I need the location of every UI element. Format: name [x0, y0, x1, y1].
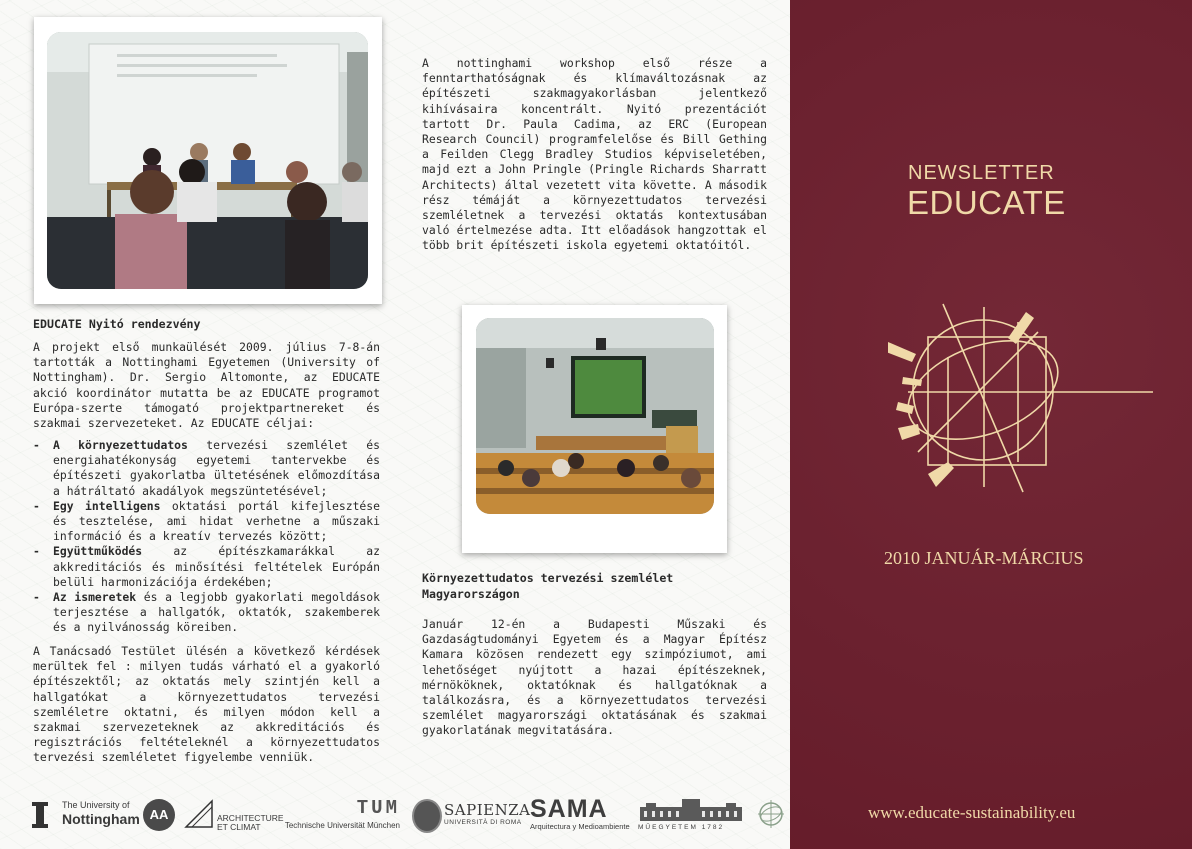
- advisory-board-paragraph: A Tanácsadó Testület ülésén a következő kérdések merültek fel : milyen tudás várható el a gyakorló építészektől; az oktatás mely szintjén kell a hallgatókat a környezettudatos tervezési szemléletre oktatni, és milyen módon kell a szakmai szervezeteknek az akkreditációs és regisztrációs feltételeknél a környezettudatos tervezési szemléletet figyelembe venniük.: [33, 644, 380, 765]
- goal-item-lead: A környezettudatos: [53, 438, 188, 452]
- sama-logo-sub: Arquitectura y Medioambiente: [530, 822, 630, 831]
- sapienza-logo-sub: UNIVERSITÀ DI ROMA: [444, 819, 522, 826]
- opening-event-paragraph: A projekt első munkaülését 2009. július 7-8-án tartották a Nottinghami Egyetemen (University of Nottingham). Dr. Sergio Altomonte, az EDUCATE akció koordinátor mutatta be az EDUCATE programot Európa-szerte támogató projektpartnereket és szakmai szervezeteket. Az EDUCATE céljai:: [33, 340, 380, 431]
- cover-newsletter-label: NEWSLETTER: [908, 162, 1055, 184]
- cover-date: 2010 JANUÁR-MÁRCIUS: [884, 548, 1084, 568]
- photo-conference-panel: [34, 17, 382, 304]
- muegyetem-logo-text: MŰEGYETEM 1782: [638, 824, 725, 831]
- goal-item-text: az építészkamarákkal az akkreditációs és minősítési feltételek Európán belüli harmonizációja érdekében;: [53, 544, 380, 589]
- muegyetem-logo: [638, 799, 744, 833]
- architecture-et-climat-mark-icon: [184, 799, 214, 829]
- hungary-symposium-paragraph: Január 12-én a Budapesti Műszaki és Gazdaságtudományi Egyetem és a Magyar Építész Kamara közösen rendezett egy szimpóziumot, ami lehetőséget nyújtott a hazai építészeknek, mérnököknek, oktatóknak és hallgatóknak a találkozásra, és a környezettudatos tervezési szemlélet magyarországi oktatásának és szakmai gyakorlatának megvitatására.: [422, 617, 767, 738]
- sama-logo-name: SAMA: [530, 795, 608, 823]
- goal-item: [33, 438, 380, 499]
- aa-logo: AA: [143, 799, 175, 831]
- goal-item-lead: Együttműködés: [53, 544, 143, 559]
- educate-small-emblem-icon: [756, 798, 786, 830]
- tum-logo: [278, 797, 402, 833]
- goal-item-text: és a legjobb gyakorlati megoldások terjesztése a hallgatók, oktatók, szakemberek és a nyilvánosság köreiben.: [53, 590, 380, 635]
- goal-item-lead: Egy intelligens: [53, 498, 161, 513]
- nottingham-crest-icon: [30, 800, 50, 830]
- nottingham-logo-line2: Nottingham: [62, 811, 140, 827]
- nottingham-workshop-text: A nottinghami workshop első része a fenntarthatóságnak és klímaváltozásnak az építészeti szakmagyakorlásban jelentkező kihívásaira koncentrált. Nyitó prezentációt tartott Dr. Paula Cadima, az ERC (European Research Council) programfelelőse és Bill Gething a Feilden Clegg Bradley Studios képviseletében, majd ezt a John Pringle (Pringle Richards Sharratt Architects) által vezetett vita követte. A második rész témáját a környezettudatos tervezési szemléletnek a tervezési oktatás kontextusában való értelmezése adta. Itt előadások hangzottak el több brit építészeti iskola egyetemi oktatóitól.: [422, 56, 767, 253]
- photo-conference-panel-image: [47, 32, 368, 289]
- tum-logo-text: Technische Universität München: [284, 821, 400, 830]
- newsletter-cover: [790, 0, 1192, 849]
- sapienza-seal-icon: [412, 799, 442, 833]
- nottingham-logo-line1: The University of: [62, 800, 130, 810]
- goal-item-lead: Az ismeretek: [53, 590, 137, 605]
- section-heading-hungary: Környezettudatos tervezési szemlélet Magyarországon: [422, 571, 674, 601]
- photo-budapest-lecture-hall-image: [476, 318, 714, 514]
- sama-logo: [530, 796, 630, 831]
- goal-item-text: tervezési szemlélet és energiahatékonyság egyetemi tantervekbe és építészeti gyakorlatba ültetésének előmozdítása a hátráltató akadályok megszüntetésével;: [53, 438, 380, 498]
- cover-title: EDUCATE: [907, 184, 1066, 221]
- cover-website-url: www.educate-sustainability.eu: [868, 803, 1076, 822]
- goal-item: [33, 544, 380, 590]
- architecture-et-climat-line1: ARCHITECTURE: [217, 813, 284, 823]
- sapienza-logo-name: SAPIENZA: [444, 801, 531, 819]
- photo-budapest-lecture-hall: [462, 305, 727, 553]
- goal-item-text: oktatási portál kifejlesztése és tesztelése, ami hidat verhetne a műszaki információ és a kreatív tervezés között;: [53, 498, 380, 544]
- section-heading-opening-event: EDUCATE Nyitó rendezvény: [33, 317, 201, 331]
- tum-mark: TUM: [356, 797, 400, 819]
- sapienza-logo: [444, 801, 530, 826]
- goal-item: [33, 499, 380, 545]
- goal-item: [33, 590, 380, 636]
- muegyetem-building-icon: [638, 799, 744, 821]
- architecture-et-climat-line2: ET CLIMAT: [217, 822, 261, 832]
- educate-emblem-icon: [888, 302, 1158, 502]
- educate-goals-list: [33, 438, 380, 636]
